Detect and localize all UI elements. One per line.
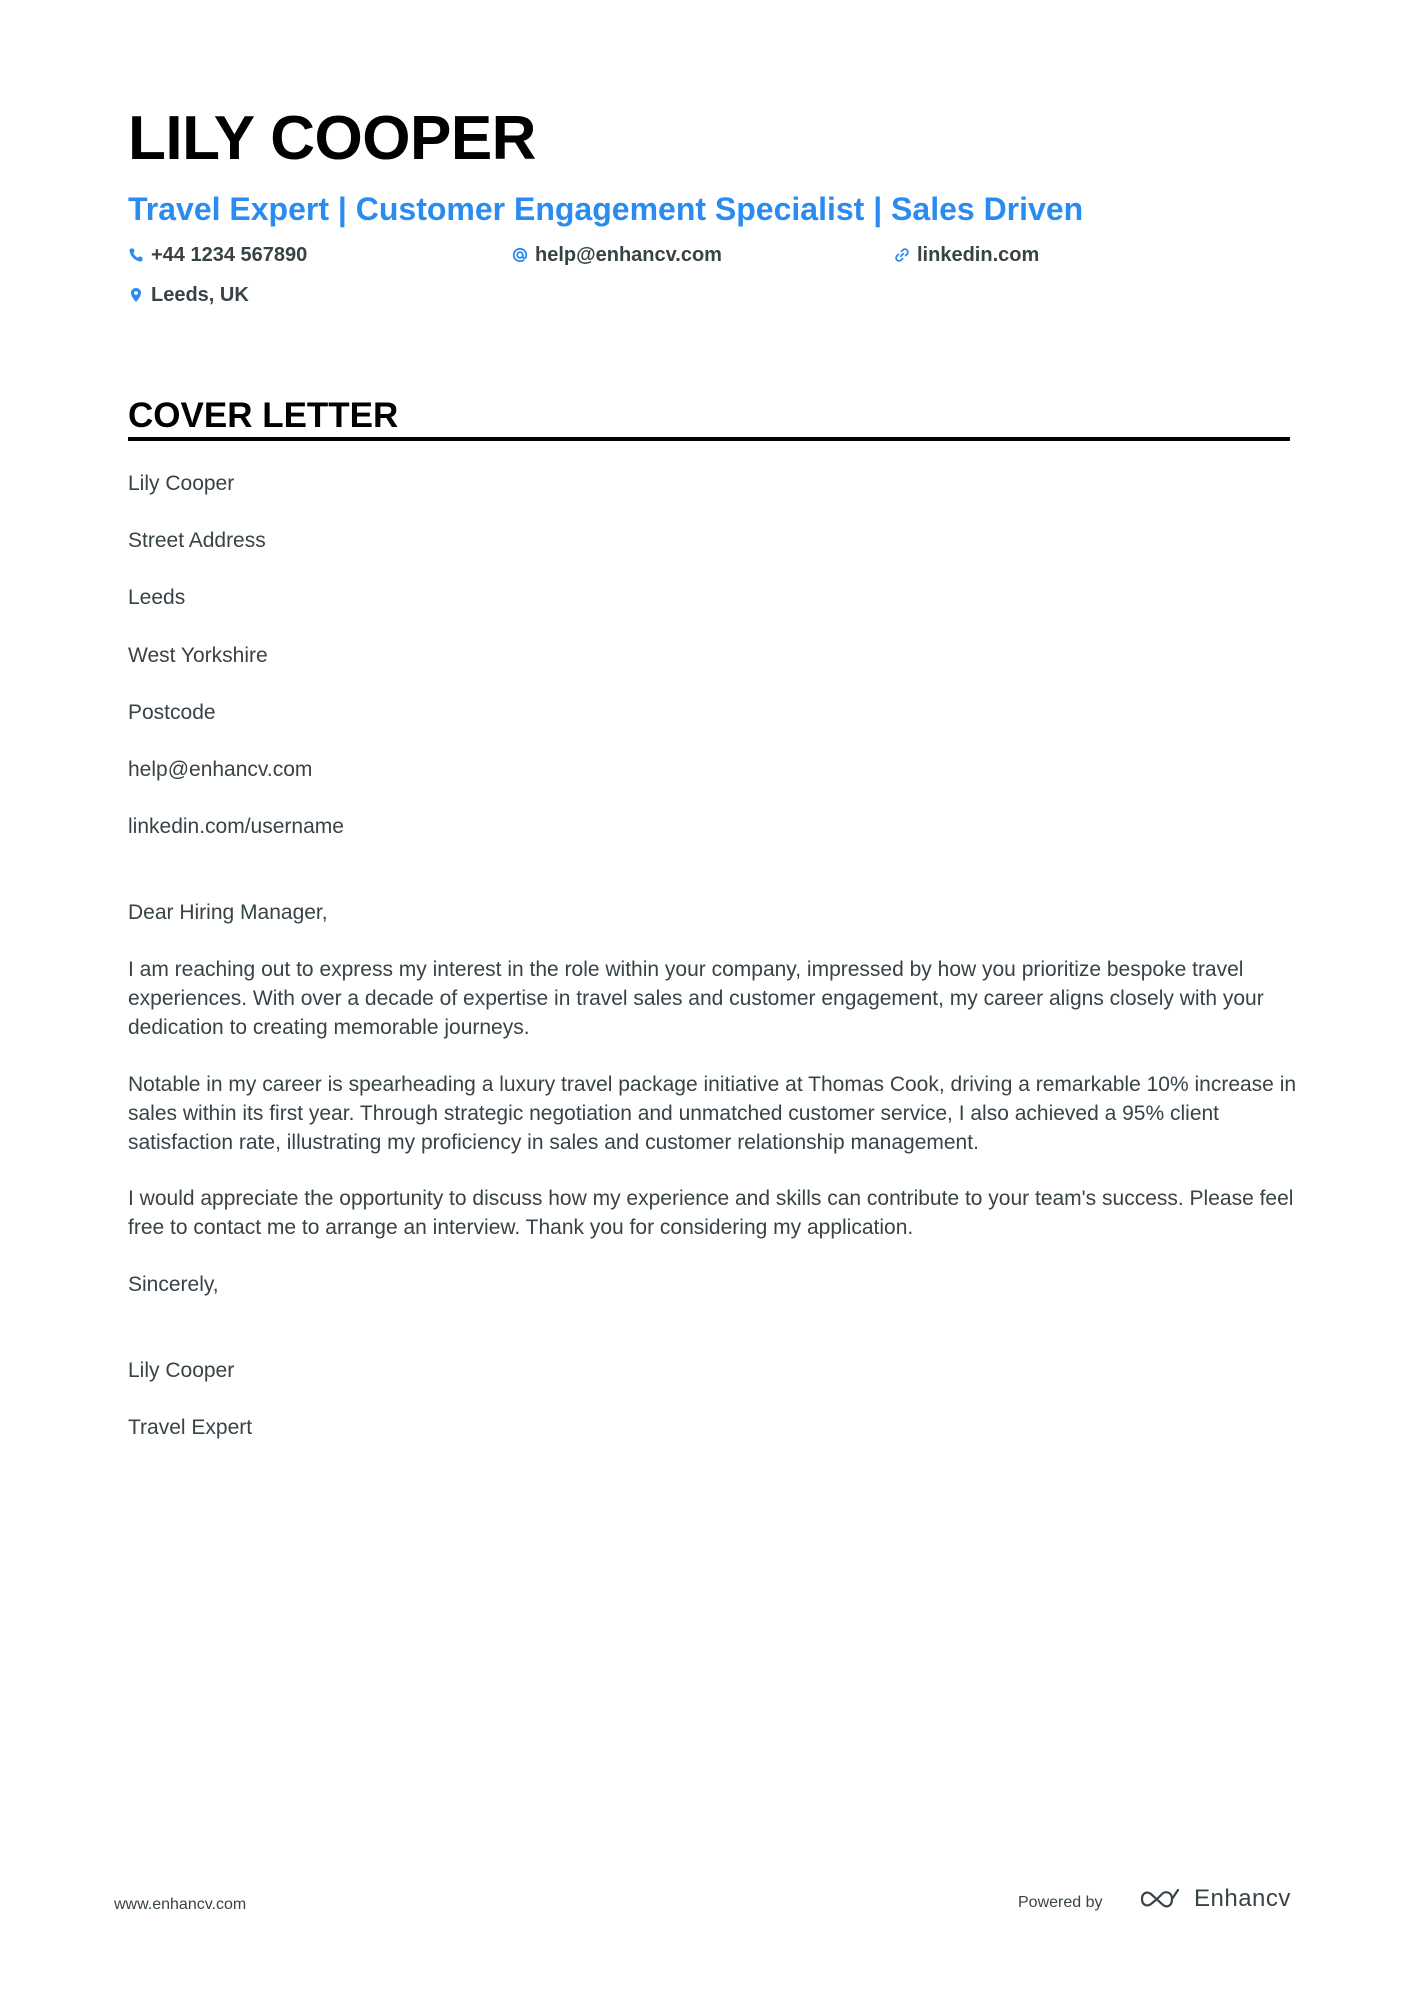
enhancv-logo-icon [1138, 1884, 1186, 1914]
contact-location-text: Leeds, UK [151, 284, 249, 306]
sender-line: linkedin.com/username [128, 815, 344, 838]
sender-line: Postcode [128, 701, 216, 724]
location-pin-icon [128, 287, 144, 303]
closing: Sincerely, [128, 1273, 219, 1296]
contact-linkedin[interactable] [894, 245, 1039, 265]
letter-paragraph: I would appreciate the opportunity to discuss how my experience and skills can contribute to your team's success. Please feel free to contact me to arrange an interview. Thank you for considering my application. [128, 1187, 1294, 1239]
sender-line: West Yorkshire [128, 644, 268, 667]
sender-line: help@enhancv.com [128, 758, 313, 781]
enhancv-brand[interactable] [1138, 1884, 1291, 1914]
signature-name: Lily Cooper [128, 1359, 235, 1382]
brand-name: Enhancv [1194, 1885, 1291, 1912]
candidate-name: LILY COOPER [128, 104, 536, 173]
at-icon [512, 247, 528, 263]
section-divider [128, 437, 1290, 441]
sender-line: Leeds [128, 586, 186, 609]
letter-paragraph: Notable in my career is spearheading a luxury travel package initiative at Thomas Cook, driving a remarkable 10% increase in sales within its first year. Through strategic negotiation and unmatched customer service, I also achieved a 95% client satisfaction rate, illustrating my proficiency in sales and customer relationship management. [128, 1073, 1297, 1154]
contact-linkedin-text: linkedin.com [917, 244, 1040, 266]
salutation: Dear Hiring Manager, [128, 901, 328, 924]
powered-by-label: Powered by [1018, 1894, 1103, 1911]
signature-title: Travel Expert [128, 1416, 253, 1439]
footer-url[interactable]: www.enhancv.com [114, 1896, 247, 1913]
contact-email[interactable] [512, 245, 722, 265]
phone-icon [128, 247, 144, 263]
section-title: COVER LETTER [128, 396, 399, 435]
contact-phone [128, 245, 307, 265]
sender-line: Lily Cooper [128, 472, 235, 495]
candidate-headline: Travel Expert | Customer Engagement Specialist | Sales Driven [128, 191, 1084, 227]
letter-paragraph: I am reaching out to express my interest in the role within your company, impressed by how you prioritize bespoke travel experiences. With over a decade of expertise in travel sales and customer engagement, my career aligns closely with your dedication to creating memorable journeys. [128, 958, 1264, 1039]
contact-phone-text: +44 1234 567890 [151, 244, 308, 266]
link-icon [894, 247, 910, 263]
contact-email-text: help@enhancv.com [535, 244, 722, 266]
contact-location [128, 285, 249, 305]
sender-line: Street Address [128, 529, 266, 552]
